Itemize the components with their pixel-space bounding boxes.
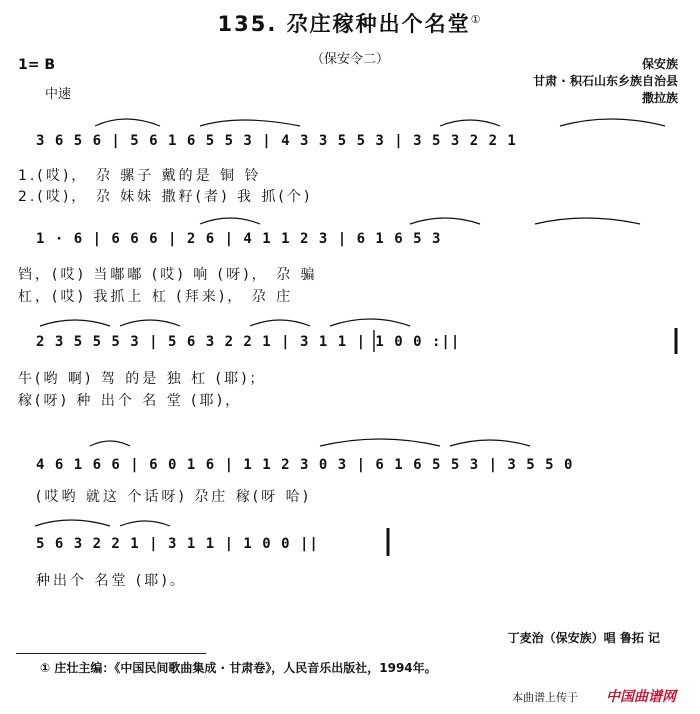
footnote-divider	[16, 653, 206, 654]
lyric-line-2-verse-2: 杠，(哎) 我抓上 杠 (拜来)， 尕 庄	[18, 289, 294, 305]
lyric-line-5: 种出个 名堂 (耶)。	[36, 573, 187, 589]
upload-note: 本曲谱上传于	[512, 691, 578, 704]
footnote: ① 庄壮主编：《中国民间歌曲集成 · 甘肃卷》，人民音乐出版社，1994年。	[40, 661, 437, 675]
tempo-marking: 中速	[45, 87, 72, 102]
lyric-line-3-verse-2: 稼(呀) 种 出个 名 堂 (耶)，	[18, 393, 243, 409]
lyric-line-2-verse-1: 铛，(哎) 当嘟嘟 (哎) 响 (呀)， 尕 骗	[18, 267, 318, 283]
notation-line-4: 4 6 1 6 6 | 6 0 1 6 | 1 1 2 3 0 3 | 6 1 6 5 5 3 | 3 5 5 0	[36, 457, 574, 473]
site-logo: 中国曲谱网	[606, 689, 676, 705]
key-signature: 1= B	[18, 57, 56, 73]
locality-label: 撒拉族	[641, 91, 678, 105]
region-label: 甘肃 · 积石山东乡族自治县	[533, 74, 678, 88]
lyric-line-1-verse-2: 2.(哎)， 尕 妹妹 撒籽(者) 我 抓(个)	[18, 189, 313, 205]
notation-line-3: 2 3 5 5 5 3 | 5 6 3 2 2 1 | 3 1 1 | 1 0 0 :||	[36, 334, 461, 350]
ethnicity-label: 保安族	[641, 57, 678, 71]
lyric-line-1-verse-1: 1.(哎)， 尕 骡子 戴的是 铜 铃	[18, 168, 262, 184]
notation-line-1: 3 6 5 6 | 5 6 1 6 5 5 3 | 4 3 3 5 5 3 | 3 5 3 2 2 1	[36, 133, 517, 149]
notation-line-5: 5 6 3 2 2 1 | 3 1 1 | 1 0 0 ||	[36, 536, 319, 552]
lyric-line-4: (哎哟 就这 个话呀) 尕庄 稼(呀 哈)	[36, 489, 312, 505]
page-title: 135. 尕庄稼种出个名堂①	[217, 12, 483, 36]
performer-credit: 丁麦治（保安族）唱 鲁拓 记	[507, 631, 660, 645]
lyric-line-3-verse-1: 牛(哟 啊) 驾 的是 独 杠 (耶)；	[18, 371, 267, 387]
notation-line-2: 1 · 6 | 6 6 6 | 2 6 | 4 1 1 2 3 | 6 1 6 5 3	[36, 231, 442, 247]
subtitle: （保安令二）	[310, 52, 389, 67]
